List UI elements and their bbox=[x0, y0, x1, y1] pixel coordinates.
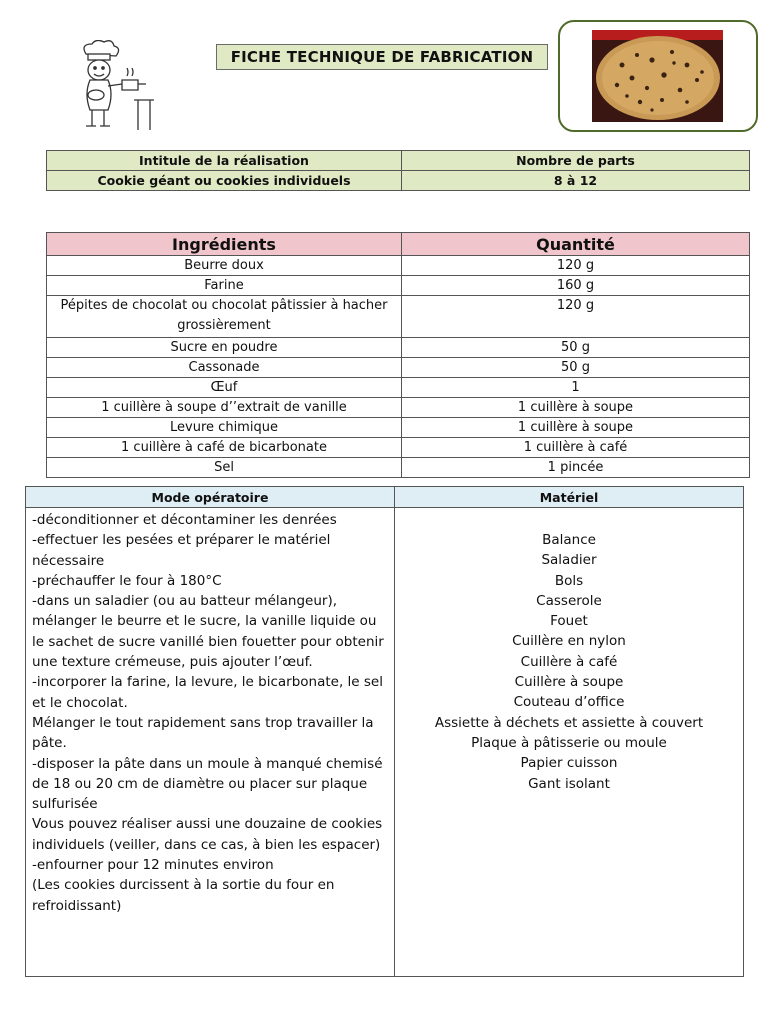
method-step: -effectuer les pesées et préparer le matériel nécessaire bbox=[32, 532, 331, 569]
ingredient-name: Sucre en poudre bbox=[47, 338, 402, 358]
list-item: Plaque à pâtisserie ou moule bbox=[471, 734, 667, 751]
ingredient-name: Cassonade bbox=[47, 358, 402, 378]
ingredient-name: Pépites de chocolat ou chocolat pâtissier à hacher grossièrement bbox=[47, 296, 402, 338]
list-item: Papier cuisson bbox=[520, 755, 618, 772]
table-row bbox=[47, 358, 750, 378]
ingredient-quantity: 1 cuillère à soupe bbox=[402, 418, 750, 438]
method-step: -enfourner pour 12 minutes environ bbox=[32, 857, 274, 874]
method-steps bbox=[26, 508, 395, 977]
ingredient-name: Farine bbox=[47, 276, 402, 296]
ingredient-quantity: 1 bbox=[402, 378, 750, 398]
ingredient-quantity: 1 pincée bbox=[402, 458, 750, 478]
ingredient-quantity: 120 g bbox=[402, 296, 750, 338]
table-row bbox=[47, 418, 750, 438]
list-item: Cuillère à soupe bbox=[514, 674, 624, 691]
method-header: Mode opératoire bbox=[26, 487, 395, 508]
quantity-header: Quantité bbox=[402, 233, 750, 256]
chef-cooking-icon bbox=[72, 40, 162, 135]
method-step: -déconditionner et décontaminer les denrées bbox=[32, 512, 337, 528]
method-step: Mélanger le tout rapidement sans trop travailler la pâte. bbox=[32, 714, 374, 752]
list-item: Cuillère à café bbox=[520, 653, 618, 670]
ingredients-table bbox=[46, 232, 750, 478]
ingredient-quantity: 1 cuillère à café bbox=[402, 438, 750, 458]
table-row bbox=[47, 458, 750, 478]
method-step: -préchauffer le four à 180°C bbox=[32, 572, 222, 589]
ingredient-quantity: 120 g bbox=[402, 256, 750, 276]
table-row bbox=[47, 296, 750, 338]
page-title: FICHE TECHNIQUE DE FABRICATION bbox=[216, 44, 548, 70]
table-row bbox=[47, 378, 750, 398]
ingredient-name: Beurre doux bbox=[47, 256, 402, 276]
ingredient-name: Levure chimique bbox=[47, 418, 402, 438]
list-item: Balance bbox=[542, 532, 596, 548]
table-row bbox=[47, 338, 750, 358]
method-step: -disposer la pâte dans un moule à manqué chemisé de 18 ou 20 cm de diamètre ou placer sur plaque sulfurisée bbox=[32, 755, 383, 813]
method-table bbox=[25, 486, 744, 977]
list-item: Saladier bbox=[541, 552, 597, 569]
cookie-photo bbox=[592, 30, 723, 122]
ingredient-name: Œuf bbox=[47, 378, 402, 398]
info-table bbox=[46, 150, 750, 191]
table-row bbox=[47, 276, 750, 296]
ingredients-header: Ingrédients bbox=[47, 233, 402, 256]
table-row bbox=[47, 398, 750, 418]
list-item: Cuillère en nylon bbox=[512, 633, 626, 650]
ingredient-name: 1 cuillère à soupe d’’extrait de vanille bbox=[47, 398, 402, 418]
list-item: Fouet bbox=[550, 613, 588, 630]
ingredient-quantity: 50 g bbox=[402, 338, 750, 358]
ingredient-name: 1 cuillère à café de bicarbonate bbox=[47, 438, 402, 458]
info-value-parts: 8 à 12 bbox=[402, 171, 750, 191]
method-step: Vous pouvez réaliser aussi une douzaine de cookies individuels (veiller, dans ce cas, à bien les espacer) bbox=[32, 816, 383, 853]
materiel-header: Matériel bbox=[395, 487, 744, 508]
materiel-list bbox=[395, 508, 744, 977]
list-item: Couteau d’office bbox=[513, 694, 625, 711]
info-value-realisation: Cookie géant ou cookies individuels bbox=[47, 171, 402, 191]
method-step: -dans un saladier (ou au batteur mélangeur), mélanger le beurre et le sucre, la vanille liquide ou le sachet de sucre vanillé bien fouetter pour obtenir une texture crémeuse, puis ajouter l’œuf. bbox=[32, 593, 384, 671]
info-header-parts: Nombre de parts bbox=[402, 151, 750, 171]
list-item: Assiette à déchets et assiette à couvert bbox=[434, 714, 704, 731]
ingredient-quantity: 50 g bbox=[402, 358, 750, 378]
table-row bbox=[47, 256, 750, 276]
method-step: -incorporer la farine, la levure, le bicarbonate, le sel et le chocolat. bbox=[32, 674, 383, 711]
table-row bbox=[47, 438, 750, 458]
list-item: Bols bbox=[554, 572, 584, 589]
ingredient-name: Sel bbox=[47, 458, 402, 478]
info-header-realisation: Intitule de la réalisation bbox=[47, 151, 402, 171]
list-item: Gant isolant bbox=[528, 775, 610, 792]
list-item: Casserole bbox=[536, 592, 602, 609]
ingredient-quantity: 1 cuillère à soupe bbox=[402, 398, 750, 418]
ingredient-quantity: 160 g bbox=[402, 276, 750, 296]
method-step: (Les cookies durcissent à la sortie du four en refroidissant) bbox=[32, 877, 335, 914]
